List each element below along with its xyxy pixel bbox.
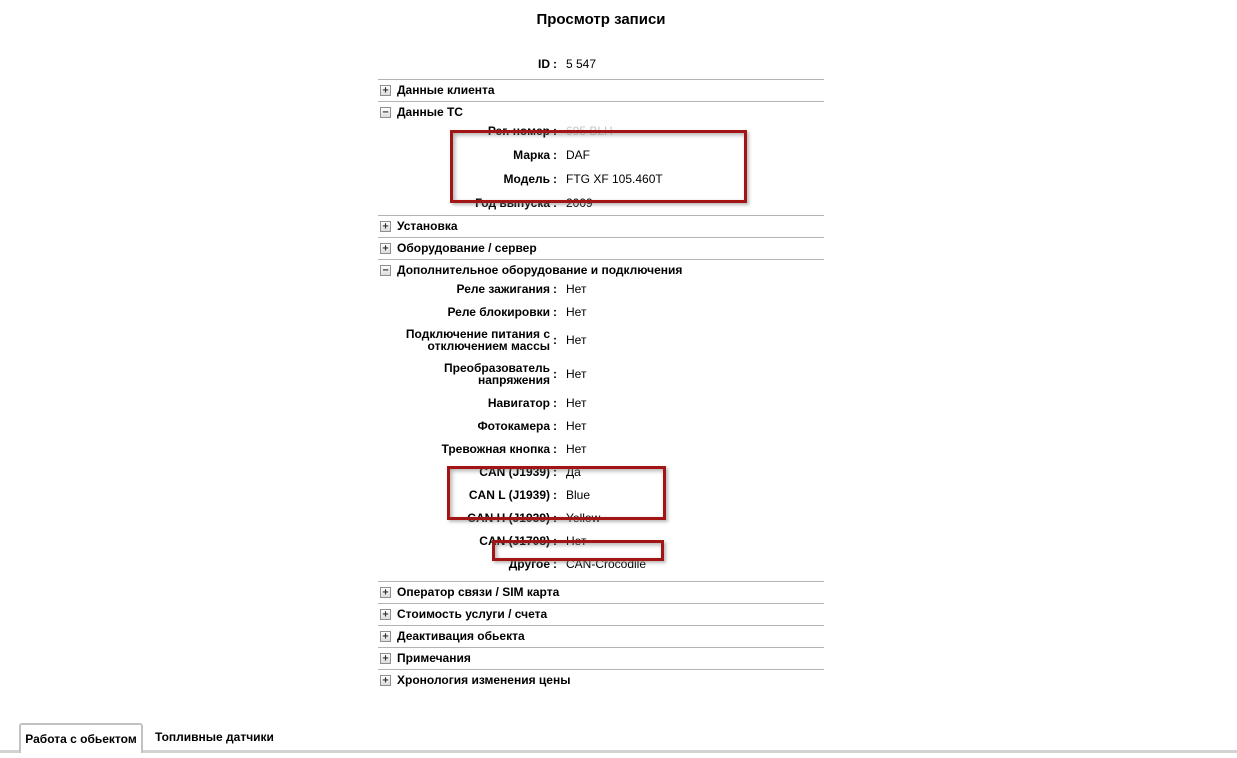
field-colon: : [553, 304, 557, 319]
field-label: CAN (J1939) [479, 464, 550, 479]
field-colon: : [553, 510, 557, 525]
field-value: Нет [566, 395, 587, 410]
field-label: Модель [503, 172, 550, 186]
section-title: Оператор связи / SIM карта [397, 585, 560, 599]
field-value: 695 BLH [566, 124, 613, 138]
field-row-voltage-converter [378, 357, 824, 391]
field-label: Рег. номер [487, 124, 550, 138]
field-colon: : [553, 464, 557, 479]
field-row-id [378, 52, 824, 75]
field-colon: : [553, 333, 557, 347]
field-row-lock-relay [378, 300, 824, 323]
section-header-cost[interactable] [378, 603, 824, 625]
expand-icon[interactable]: + [380, 587, 391, 598]
tab-work-with-object[interactable] [19, 723, 143, 753]
section-title: Оборудование / сервер [397, 241, 537, 255]
field-value: Нет [566, 281, 587, 296]
field-colon: : [553, 441, 557, 456]
field-label: Реле блокировки [447, 304, 550, 319]
section-header-extra[interactable] [378, 259, 824, 277]
field-value: Нет [566, 533, 587, 548]
field-row-camera [378, 414, 824, 437]
field-colon: : [553, 56, 557, 71]
field-value: Нет [566, 418, 587, 433]
field-row-can-j1708 [378, 529, 824, 552]
field-colon: : [553, 533, 557, 548]
section-header-notes[interactable] [378, 647, 824, 669]
collapse-icon[interactable]: − [380, 107, 391, 118]
field-label: ID [538, 56, 550, 71]
section-title: Деактивация обьекта [397, 629, 525, 643]
field-colon: : [553, 487, 557, 502]
field-value: 2009 [566, 196, 593, 210]
field-colon: : [553, 172, 557, 186]
section-header-install[interactable] [378, 215, 824, 237]
field-label: CAN (J1708) [479, 533, 550, 548]
field-label: Реле зажигания [456, 281, 550, 296]
field-value: DAF [566, 148, 590, 162]
field-label: Другое [508, 556, 550, 571]
field-row-other [378, 552, 824, 575]
field-row-can-l-j1939 [378, 483, 824, 506]
section-title: Данные клиента [397, 83, 495, 97]
field-row-ignition-relay [378, 277, 824, 300]
expand-icon[interactable]: + [380, 85, 391, 96]
field-colon: : [553, 418, 557, 433]
section-title: Дополнительное оборудование и подключения [397, 263, 683, 277]
field-value: FTG XF 105.460T [566, 172, 663, 186]
field-row-power-mass [378, 323, 824, 357]
field-row-year [378, 191, 824, 215]
section-header-vehicle[interactable] [378, 101, 824, 119]
section-header-deactivation[interactable] [378, 625, 824, 647]
field-value: Yellow [566, 510, 601, 525]
field-colon: : [553, 556, 557, 571]
tab-label: Топливные датчики [155, 729, 274, 744]
field-label: CAN L (J1939) [468, 487, 550, 502]
field-label: Фотокамера [477, 418, 550, 433]
section-title: Хронология изменения цены [397, 673, 571, 687]
record-content [378, 0, 824, 691]
expand-icon[interactable]: + [380, 609, 391, 620]
expand-icon[interactable]: + [380, 221, 391, 232]
expand-icon[interactable]: + [380, 653, 391, 664]
field-label: Навигатор [487, 395, 550, 410]
field-value: Blue [566, 487, 591, 502]
expand-icon[interactable]: + [380, 675, 391, 686]
section-title: Данные ТС [397, 105, 463, 119]
expand-icon[interactable]: + [380, 631, 391, 642]
field-label: Год выпуска [475, 196, 550, 210]
field-value: 5 547 [566, 56, 597, 71]
field-row-reg-number [378, 119, 824, 143]
field-colon: : [553, 124, 557, 138]
section-header-client[interactable] [378, 79, 824, 101]
field-label: Подключение питания с отключением массы [405, 327, 550, 353]
section-title: Установка [397, 219, 458, 233]
field-label: Тревожная кнопка [441, 441, 550, 456]
field-label: Преобразователь напряжения [444, 361, 550, 387]
field-colon: : [553, 148, 557, 162]
section-title: Примечания [397, 651, 471, 665]
field-colon: : [553, 196, 557, 210]
field-row-make [378, 143, 824, 167]
field-row-navigator [378, 391, 824, 414]
field-value: Да [566, 464, 581, 479]
section-title: Стоимость услуги / счета [397, 607, 548, 621]
field-label: CAN H (J1939) [467, 510, 550, 525]
field-colon: : [553, 281, 557, 296]
tab-fuel-sensors[interactable] [143, 723, 286, 750]
expand-icon[interactable]: + [380, 243, 391, 254]
tabbar-divider [0, 750, 1237, 753]
field-value: Нет [566, 441, 587, 456]
page-title: Просмотр записи [536, 11, 666, 28]
field-value: Нет [566, 367, 587, 381]
field-colon: : [553, 395, 557, 410]
section-header-price-history[interactable] [378, 669, 824, 691]
field-value: Нет [566, 333, 587, 347]
section-header-operator[interactable] [378, 581, 824, 603]
collapse-icon[interactable]: − [380, 265, 391, 276]
field-row-can-h-j1939 [378, 506, 824, 529]
field-row-model [378, 167, 824, 191]
section-header-equipment[interactable] [378, 237, 824, 259]
field-colon: : [553, 367, 557, 381]
field-label: Марка [513, 148, 550, 162]
field-value: Нет [566, 304, 587, 319]
field-row-can-j1939 [378, 460, 824, 483]
field-row-panic-button [378, 437, 824, 460]
field-value: CAN-Crocodile [566, 556, 647, 571]
tab-label: Работа с обьектом [25, 732, 137, 746]
